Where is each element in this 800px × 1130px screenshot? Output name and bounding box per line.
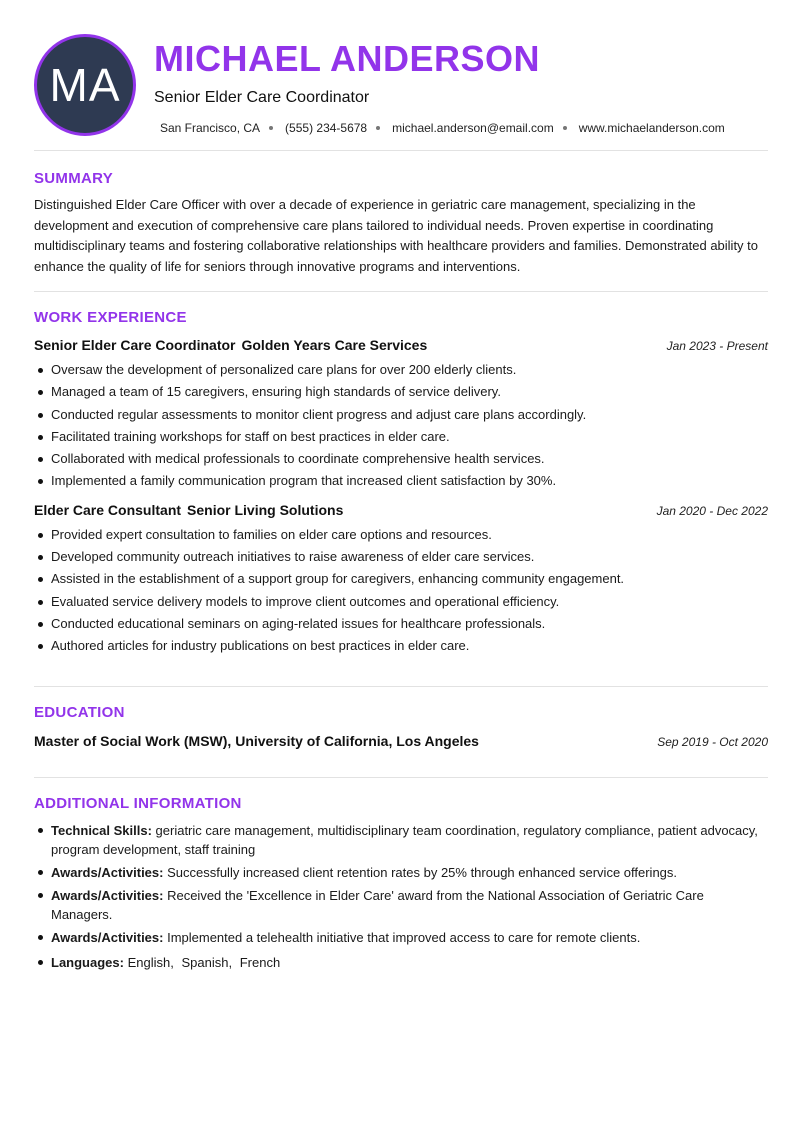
language: Spanish [181,955,229,970]
list-item: Evaluated service delivery models to improve client outcomes and operational efficiency. [34,591,768,613]
job-title-line [34,502,343,518]
list-item: Provided expert consultation to families on elder care options and resources. [34,524,768,546]
summary-section [34,170,768,277]
avatar [34,34,136,136]
item-text: Successfully increased client retention rates by 25% through enhanced service offerings. [163,865,678,880]
divider [34,686,768,687]
list-item: Conducted regular assessments to monitor client progress and adjust care plans accordingly. [34,404,768,426]
list-item [34,928,768,947]
item-text: Implemented a telehealth initiative that improved access to care for remote clients. [163,930,641,945]
job-title-line [34,337,427,353]
job-bullets [34,359,768,493]
divider [34,291,768,292]
education-heading: EDUCATION [34,704,125,721]
job-company: Senior Living Solutions [187,501,344,518]
item-label: Awards/Activities: [51,930,164,945]
divider [34,150,768,151]
job-dates: Jan 2023 - Present [666,339,768,353]
item-label: Technical Skills: [51,823,152,838]
summary-text: Distinguished Elder Care Officer with over a decade of experience in geriatric care management, specializing in the development and execution of comprehensive care plans tailored to individual needs. Proven expertise in coordinating multidisciplinary teams and fostering collaborative relationships with healthcare providers and families. Demonstrated ability to enhance the quality of life for seniors through innovative programs and interventions. [34,197,759,274]
job-role: Elder Care Consultant [34,501,182,518]
list-item: Facilitated training workshops for staff on best practices in elder care. [34,426,768,448]
additional-list [34,821,768,972]
list-item: Oversaw the development of personalized care plans for over 200 elderly clients. [34,359,768,381]
summary-heading: SUMMARY [34,170,114,187]
experience-section [34,309,768,658]
job-bullets [34,524,768,658]
list-item: Developed community outreach initiatives to raise awareness of elder care services. [34,546,768,568]
item-label: Awards/Activities: [51,888,164,903]
additional-heading: ADDITIONAL INFORMATION [34,795,242,812]
item-label: Awards/Activities: [51,865,164,880]
education-dates: Sep 2019 - Oct 2020 [657,735,768,749]
item-text: geriatric care management, multidisciplinary team coordination, regulatory compliance, patient advocacy, program development, staff training [51,823,758,857]
languages-label: Languages: [51,955,124,970]
avatar-initials: MA [49,59,121,111]
list-item [34,821,768,859]
list-item: Conducted educational seminars on aging-related issues for healthcare professionals. [34,613,768,635]
language: French [239,955,281,970]
additional-section [34,795,768,976]
bullet-separator [269,126,273,130]
job-company: Golden Years Care Services [241,337,428,353]
list-item: Collaborated with medical professionals to coordinate comprehensive health services. [34,448,768,470]
contact-website[interactable]: www.michaelanderson.com [578,121,725,135]
list-item [34,886,768,924]
job-header [34,502,768,518]
job-role: Senior Elder Care Coordinator [34,337,236,353]
job-header [34,337,768,353]
languages-item: Languages: English, Spanish, French [34,953,768,972]
candidate-name: MICHAEL ANDERSON [154,38,541,79]
experience-heading: WORK EXPERIENCE [34,309,187,326]
candidate-title: Senior Elder Care Coordinator [154,89,370,106]
contact-location: San Francisco, CA [160,121,261,135]
contact-phone: (555) 234-5678 [285,121,368,135]
list-item: Authored articles for industry publications on best practices in elder care. [34,635,768,657]
bullet-separator [563,126,567,130]
education-degree: Master of Social Work (MSW), University of California, Los Angeles [34,733,479,749]
list-item: Managed a team of 15 caregivers, ensuring high standards of service delivery. [34,381,768,403]
education-entry [34,733,768,749]
list-item: Assisted in the establishment of a support group for caregivers, enhancing community engagement. [34,568,768,590]
job-entry [34,502,768,658]
job-dates: Jan 2020 - Dec 2022 [656,503,768,518]
contact-email[interactable]: michael.anderson@email.com [392,121,554,135]
list-item [34,863,768,882]
item-text: Received the 'Excellence in Elder Care' award from the National Association of Geriatric Care Managers. [51,888,704,922]
list-item: Implemented a family communication program that increased client satisfaction by 30%. [34,470,768,492]
contact-row [160,121,725,135]
education-section [34,704,768,749]
language: English [127,955,171,970]
divider [34,777,768,778]
bullet-separator [376,126,380,130]
job-entry [34,337,768,493]
resume-header [34,34,768,138]
